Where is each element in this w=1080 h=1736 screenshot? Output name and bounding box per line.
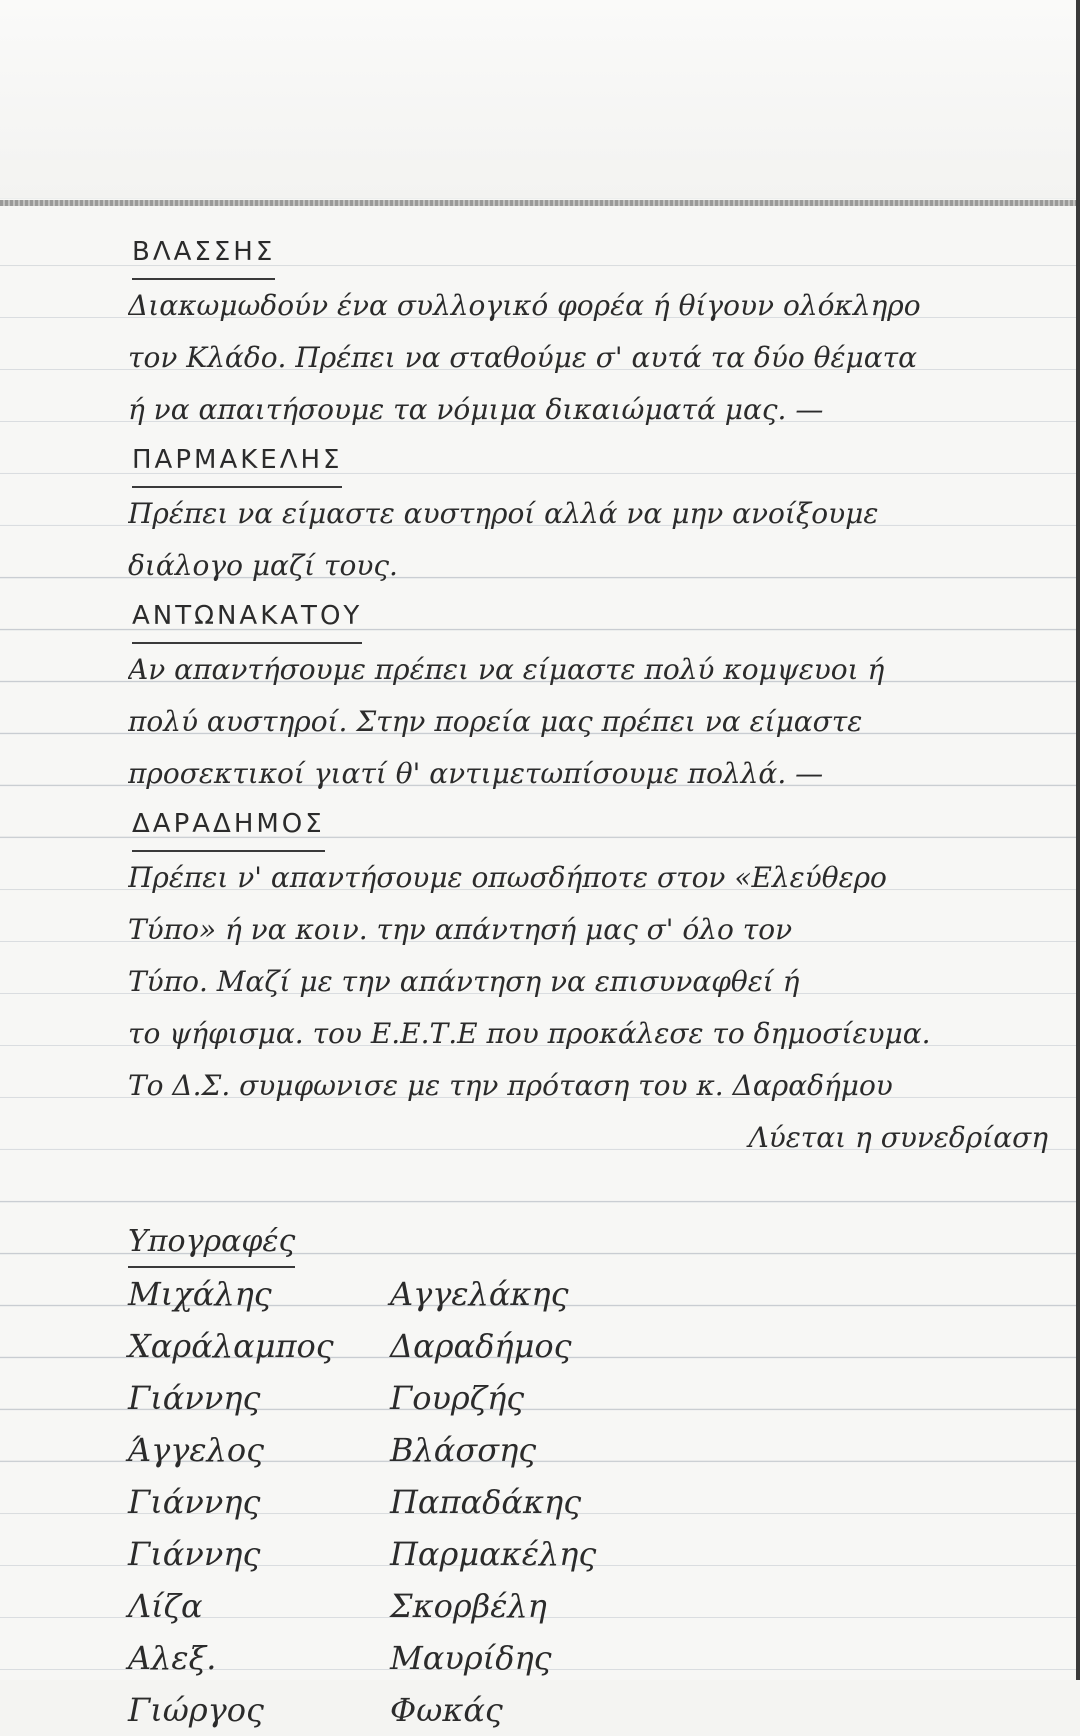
text-line: Πρέπει ν' απαντήσουμε οπωσδήποτε στον «Ελεύθερο bbox=[128, 861, 887, 894]
speaker-section-daradimos bbox=[128, 800, 1058, 1112]
minutes-content bbox=[128, 228, 1058, 1736]
signature-last-name: Φωκάς bbox=[390, 1691, 503, 1729]
signature-first-name: Γιάννης bbox=[128, 1535, 261, 1573]
text-line: Διακωμωδούν ένα συλλογικό φορέα ή θίγουν ολόκληρο bbox=[128, 289, 921, 322]
closing-text: Λύεται η συνεδρίαση bbox=[748, 1121, 1048, 1154]
binding-strip bbox=[0, 200, 1080, 206]
text-line: Τύπο. Μαζί με την απάντηση να επισυναφθεί ή bbox=[128, 965, 800, 998]
text-line: Πρέπει να είμαστε αυστηροί αλλά να μην ανοίξουμε bbox=[128, 497, 879, 530]
signature-last-name: Αγγελάκης bbox=[390, 1275, 569, 1313]
speaker-name: ΠΑΡΜΑΚΕΛΗΣ bbox=[132, 436, 342, 488]
text-line: Το Δ.Σ. συμφωνισε με την πρόταση του κ. Δαραδήμου bbox=[128, 1069, 893, 1102]
text-line: Αν απαντήσουμε πρέπει να είμαστε πολύ κομψευοι ή bbox=[128, 653, 885, 686]
signatures-heading: Υπογραφές bbox=[128, 1216, 295, 1268]
speaker-name: ΔΑΡΑΔΗΜΟΣ bbox=[132, 800, 325, 852]
signature-first-name: Γιάννης bbox=[128, 1483, 261, 1521]
signature-first-name: Άγγελος bbox=[128, 1431, 264, 1469]
speech-text bbox=[128, 488, 1058, 592]
speech-text bbox=[128, 852, 1058, 1112]
speech-text bbox=[128, 644, 1058, 800]
speaker-name: ΒΛΑΣΣΗΣ bbox=[132, 228, 275, 280]
text-line: πολύ αυστηροί. Στην πορεία μας πρέπει να είμαστε bbox=[128, 705, 863, 738]
signature-last-name: Μαυρίδης bbox=[390, 1639, 552, 1677]
speaker-section-antonakatou bbox=[128, 592, 1058, 800]
signatures-list bbox=[128, 1268, 1058, 1736]
speech-text bbox=[128, 280, 1058, 436]
text-line: ή να απαιτήσουμε τα νόμιμα δικαιώματά μας. — bbox=[128, 393, 824, 426]
signature-first-name: Αλεξ. bbox=[128, 1639, 217, 1677]
signature-first-name: Λίζα bbox=[128, 1587, 203, 1625]
signature-last-name: Δαραδήμος bbox=[390, 1327, 572, 1365]
speaker-section-parmakelis bbox=[128, 436, 1058, 592]
signature-last-name: Παπαδάκης bbox=[390, 1483, 582, 1521]
text-line: τον Κλάδο. Πρέπει να σταθούμε σ' αυτά τα δύο θέματα bbox=[128, 341, 918, 374]
signature-last-name: Σκορβέλη bbox=[390, 1587, 547, 1625]
text-line: Τύπο» ή να κοιν. την απάντησή μας σ' όλο τον bbox=[128, 913, 793, 946]
speaker-name: ΑΝΤΩΝΑΚΑΤΟΥ bbox=[132, 592, 362, 644]
page-edge bbox=[1076, 0, 1080, 1680]
speaker-section-vlassis bbox=[128, 228, 1058, 436]
signature-first-name: Γιάννης bbox=[128, 1379, 261, 1417]
signature-first-name: Γιώργος bbox=[128, 1691, 264, 1729]
signature-last-name: Παρμακέλης bbox=[390, 1535, 597, 1573]
text-line: προσεκτικοί γιατί θ' αντιμετωπίσουμε πολλά. — bbox=[128, 757, 824, 790]
text-line: διάλογο μαζί τους. bbox=[128, 549, 398, 582]
text-line: το ψήφισμα. του Ε.Ε.Τ.Ε που προκάλεσε το δημοσίευμα. bbox=[128, 1017, 931, 1050]
signature-first-name: Χαράλαμπος bbox=[128, 1327, 334, 1365]
signature-last-name: Γουρζής bbox=[390, 1379, 525, 1417]
page-top-margin bbox=[0, 0, 1080, 198]
signature-last-name: Βλάσσης bbox=[390, 1431, 537, 1469]
closing-note bbox=[128, 1112, 1058, 1164]
signature-first-name: Μιχάλης bbox=[128, 1275, 272, 1313]
